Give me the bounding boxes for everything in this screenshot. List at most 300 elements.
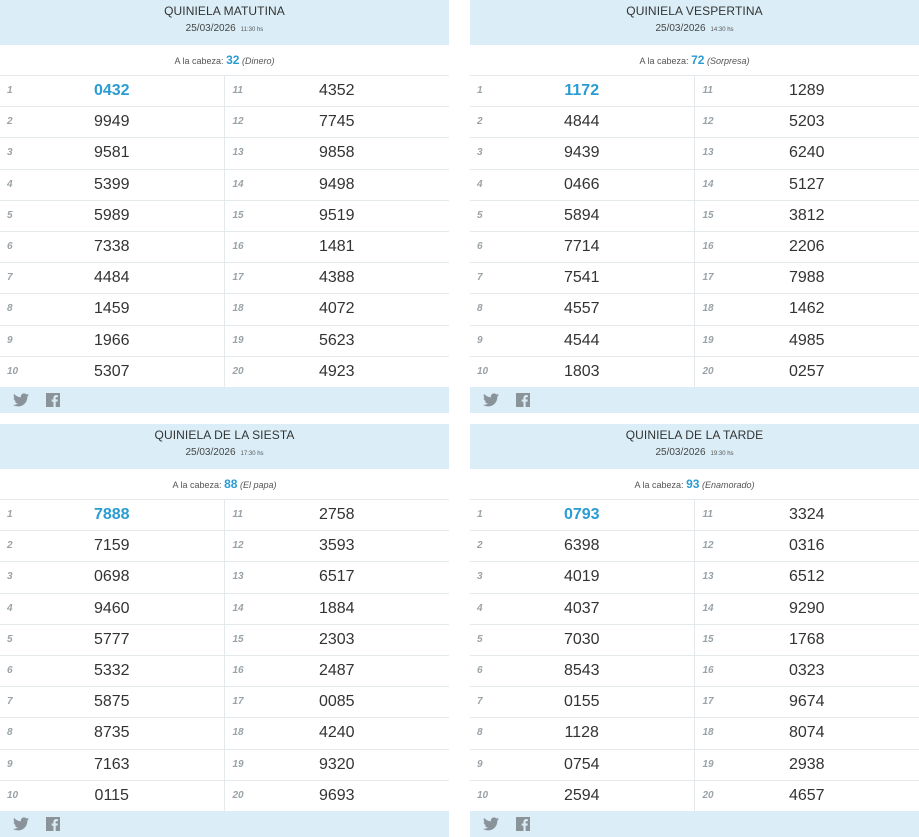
drawn-number: 9460 xyxy=(0,600,224,618)
drawn-number: 8735 xyxy=(0,724,224,742)
result-cell xyxy=(225,625,450,655)
result-cell xyxy=(225,687,450,717)
drawn-number: 0323 xyxy=(695,662,919,680)
result-row xyxy=(0,357,449,387)
result-cell xyxy=(695,781,919,811)
result-row xyxy=(470,531,919,562)
drawn-number: 6398 xyxy=(470,537,694,555)
result-cell xyxy=(0,656,225,686)
result-cell xyxy=(0,294,225,324)
position-number: 8 xyxy=(477,727,483,738)
drawn-number: 0698 xyxy=(0,568,224,586)
result-row xyxy=(0,531,449,562)
drawn-number: 5894 xyxy=(470,207,694,225)
drawn-number: 1462 xyxy=(695,300,919,318)
position-number: 6 xyxy=(7,665,13,676)
result-cell xyxy=(225,170,450,200)
position-number: 2 xyxy=(477,540,483,551)
draw-date xyxy=(470,446,919,461)
position-number: 2 xyxy=(7,540,13,551)
position-number: 18 xyxy=(233,303,244,314)
result-row xyxy=(470,500,919,531)
position-number: 9 xyxy=(7,335,13,346)
position-number: 18 xyxy=(703,303,714,314)
cabeza-number: 93 xyxy=(686,477,699,491)
drawn-number: 9498 xyxy=(225,176,450,194)
drawn-number: 4544 xyxy=(470,332,694,350)
date-text: 25/03/2026 xyxy=(185,447,235,458)
a-la-cabeza-line xyxy=(0,45,449,76)
result-cell xyxy=(225,357,450,387)
head-number: 0793 xyxy=(470,506,694,524)
result-row xyxy=(470,718,919,749)
result-cell xyxy=(225,750,450,780)
position-number: 5 xyxy=(477,634,483,645)
position-number: 3 xyxy=(477,147,483,158)
drawn-number: 9693 xyxy=(225,787,450,805)
result-row xyxy=(470,781,919,811)
draw-date xyxy=(0,22,449,37)
date-text: 25/03/2026 xyxy=(186,23,236,34)
drawn-number: 5989 xyxy=(0,207,224,225)
drawn-number: 4844 xyxy=(470,113,694,131)
position-number: 20 xyxy=(233,790,244,801)
result-cell xyxy=(0,687,225,717)
result-cell xyxy=(470,687,695,717)
result-cell xyxy=(225,500,450,530)
result-row xyxy=(470,107,919,138)
position-number: 15 xyxy=(703,634,714,645)
head-number: 0432 xyxy=(0,82,224,100)
drawn-number: 4484 xyxy=(0,269,224,287)
result-cell xyxy=(695,201,919,231)
quiniela-panel xyxy=(470,0,919,413)
drawn-number: 5332 xyxy=(0,662,224,680)
quiniela-panel xyxy=(470,424,919,837)
position-number: 1 xyxy=(7,509,13,520)
result-cell xyxy=(0,562,225,592)
result-cell xyxy=(695,656,919,686)
cabeza-meaning: (El papa) xyxy=(240,480,277,490)
result-row xyxy=(470,625,919,656)
drawn-number: 4557 xyxy=(470,300,694,318)
result-cell xyxy=(695,500,919,530)
drawn-number: 9290 xyxy=(695,600,919,618)
results-grid xyxy=(0,76,449,387)
position-number: 4 xyxy=(7,179,13,190)
drawn-number: 6512 xyxy=(695,568,919,586)
result-cell xyxy=(225,232,450,262)
position-number: 14 xyxy=(233,603,244,614)
cabeza-label: A la cabeza: xyxy=(635,480,684,490)
result-row xyxy=(0,107,449,138)
drawn-number: 9320 xyxy=(225,756,450,774)
position-number: 16 xyxy=(233,665,244,676)
position-number: 11 xyxy=(703,85,713,96)
a-la-cabeza-line xyxy=(0,469,449,500)
result-cell xyxy=(225,656,450,686)
drawn-number: 6240 xyxy=(695,144,919,162)
drawn-number: 9439 xyxy=(470,144,694,162)
position-number: 16 xyxy=(703,665,714,676)
position-number: 5 xyxy=(7,634,13,645)
result-cell xyxy=(695,531,919,561)
position-number: 11 xyxy=(233,85,243,96)
result-cell xyxy=(470,138,695,168)
cabeza-number: 72 xyxy=(691,53,704,67)
results-grid xyxy=(470,500,919,811)
position-number: 9 xyxy=(7,759,13,770)
cabeza-meaning: (Sorpresa) xyxy=(707,56,750,66)
result-cell xyxy=(470,562,695,592)
result-cell xyxy=(0,500,225,530)
drawn-number: 2758 xyxy=(225,506,450,524)
draw-date xyxy=(0,446,449,461)
result-row xyxy=(0,138,449,169)
result-row xyxy=(0,294,449,325)
panel-header xyxy=(470,424,919,469)
drawn-number: 5203 xyxy=(695,113,919,131)
position-number: 17 xyxy=(703,272,714,283)
result-row xyxy=(0,76,449,107)
position-number: 8 xyxy=(7,303,13,314)
drawn-number: 6517 xyxy=(225,568,450,586)
result-row xyxy=(470,138,919,169)
position-number: 13 xyxy=(233,147,244,158)
position-number: 9 xyxy=(477,335,483,346)
draw-time: 11:30 hs xyxy=(241,27,264,33)
result-row xyxy=(0,170,449,201)
position-number: 18 xyxy=(703,727,714,738)
result-cell xyxy=(0,357,225,387)
drawn-number: 4037 xyxy=(470,600,694,618)
drawn-number: 4352 xyxy=(225,82,450,100)
drawn-number: 2938 xyxy=(695,756,919,774)
position-number: 8 xyxy=(7,727,13,738)
result-row xyxy=(470,294,919,325)
drawn-number: 1128 xyxy=(470,724,694,742)
result-cell xyxy=(695,170,919,200)
result-cell xyxy=(470,718,695,748)
position-number: 1 xyxy=(477,85,483,96)
position-number: 4 xyxy=(477,179,483,190)
result-row xyxy=(470,326,919,357)
panel-title: QUINIELA MATUTINA xyxy=(0,0,449,18)
result-cell xyxy=(0,594,225,624)
twitter-icon[interactable] xyxy=(13,817,29,831)
twitter-icon[interactable] xyxy=(13,393,29,407)
result-cell xyxy=(695,326,919,356)
result-cell xyxy=(695,687,919,717)
result-cell xyxy=(695,294,919,324)
result-cell xyxy=(0,201,225,231)
position-number: 20 xyxy=(233,366,244,377)
drawn-number: 7714 xyxy=(470,238,694,256)
result-row xyxy=(0,687,449,718)
position-number: 10 xyxy=(7,366,18,377)
drawn-number: 5127 xyxy=(695,176,919,194)
position-number: 14 xyxy=(703,179,714,190)
result-cell xyxy=(225,107,450,137)
position-number: 2 xyxy=(7,116,13,127)
drawn-number: 7541 xyxy=(470,269,694,287)
result-cell xyxy=(225,594,450,624)
result-cell xyxy=(225,138,450,168)
result-cell xyxy=(695,718,919,748)
position-number: 19 xyxy=(233,759,244,770)
result-row xyxy=(470,76,919,107)
position-number: 6 xyxy=(7,241,13,252)
position-number: 6 xyxy=(477,665,483,676)
result-cell xyxy=(0,750,225,780)
result-cell xyxy=(0,138,225,168)
result-cell xyxy=(225,263,450,293)
result-row xyxy=(0,625,449,656)
panel-title: QUINIELA DE LA SIESTA xyxy=(0,424,449,442)
cabeza-label: A la cabeza: xyxy=(640,56,689,66)
drawn-number: 8543 xyxy=(470,662,694,680)
position-number: 14 xyxy=(703,603,714,614)
drawn-number: 1459 xyxy=(0,300,224,318)
position-number: 3 xyxy=(477,571,483,582)
result-cell xyxy=(470,656,695,686)
position-number: 17 xyxy=(233,272,244,283)
drawn-number: 7338 xyxy=(0,238,224,256)
result-row xyxy=(0,718,449,749)
facebook-icon[interactable] xyxy=(45,817,61,831)
drawn-number: 0257 xyxy=(695,363,919,381)
drawn-number: 0155 xyxy=(470,693,694,711)
position-number: 11 xyxy=(703,509,713,520)
result-cell xyxy=(695,750,919,780)
result-cell xyxy=(470,594,695,624)
result-cell xyxy=(225,531,450,561)
drawn-number: 9674 xyxy=(695,693,919,711)
position-number: 17 xyxy=(233,696,244,707)
result-cell xyxy=(695,107,919,137)
result-cell xyxy=(0,718,225,748)
drawn-number: 9949 xyxy=(0,113,224,131)
result-cell xyxy=(225,781,450,811)
result-cell xyxy=(0,76,225,106)
drawn-number: 4985 xyxy=(695,332,919,350)
position-number: 16 xyxy=(233,241,244,252)
position-number: 18 xyxy=(233,727,244,738)
result-row xyxy=(470,232,919,263)
drawn-number: 9858 xyxy=(225,144,450,162)
position-number: 10 xyxy=(477,790,488,801)
position-number: 4 xyxy=(7,603,13,614)
a-la-cabeza-line xyxy=(470,45,919,76)
date-text: 25/03/2026 xyxy=(655,447,705,458)
result-cell xyxy=(225,562,450,592)
drawn-number: 7988 xyxy=(695,269,919,287)
drawn-number: 1289 xyxy=(695,82,919,100)
drawn-number: 2206 xyxy=(695,238,919,256)
drawn-number: 1803 xyxy=(470,363,694,381)
result-cell xyxy=(225,326,450,356)
result-cell xyxy=(470,781,695,811)
head-number: 1172 xyxy=(470,82,694,100)
result-cell xyxy=(695,357,919,387)
drawn-number: 1966 xyxy=(0,332,224,350)
result-cell xyxy=(470,263,695,293)
cabeza-number: 88 xyxy=(224,477,237,491)
position-number: 12 xyxy=(233,540,244,551)
result-cell xyxy=(470,294,695,324)
draw-time: 17:30 hs xyxy=(241,451,264,457)
result-row xyxy=(470,201,919,232)
result-cell xyxy=(470,170,695,200)
drawn-number: 0115 xyxy=(0,787,224,805)
result-row xyxy=(470,687,919,718)
result-cell xyxy=(695,562,919,592)
position-number: 14 xyxy=(233,179,244,190)
result-row xyxy=(470,750,919,781)
position-number: 12 xyxy=(233,116,244,127)
quiniela-panel xyxy=(0,424,449,837)
position-number: 12 xyxy=(703,116,714,127)
facebook-icon[interactable] xyxy=(515,393,531,407)
position-number: 20 xyxy=(703,790,714,801)
position-number: 16 xyxy=(703,241,714,252)
result-row xyxy=(470,656,919,687)
draw-date xyxy=(470,22,919,37)
position-number: 7 xyxy=(477,696,483,707)
position-number: 11 xyxy=(233,509,243,520)
result-cell xyxy=(470,76,695,106)
position-number: 12 xyxy=(703,540,714,551)
drawn-number: 5307 xyxy=(0,363,224,381)
result-row xyxy=(0,656,449,687)
result-row xyxy=(0,750,449,781)
result-cell xyxy=(0,232,225,262)
drawn-number: 0466 xyxy=(470,176,694,194)
result-cell xyxy=(695,76,919,106)
result-row xyxy=(470,357,919,387)
result-row xyxy=(470,170,919,201)
result-row xyxy=(0,201,449,232)
drawn-number: 8074 xyxy=(695,724,919,742)
position-number: 1 xyxy=(7,85,13,96)
result-row xyxy=(470,263,919,294)
result-cell xyxy=(695,594,919,624)
panel-title: QUINIELA VESPERTINA xyxy=(470,0,919,18)
cabeza-meaning: (Enamorado) xyxy=(702,480,755,490)
result-row xyxy=(0,594,449,625)
drawn-number: 9519 xyxy=(225,207,450,225)
result-cell xyxy=(470,107,695,137)
drawn-number: 1481 xyxy=(225,238,450,256)
position-number: 5 xyxy=(477,210,483,221)
result-cell xyxy=(225,718,450,748)
position-number: 7 xyxy=(477,272,483,283)
position-number: 15 xyxy=(233,210,244,221)
position-number: 8 xyxy=(477,303,483,314)
drawn-number: 5399 xyxy=(0,176,224,194)
panel-header xyxy=(470,0,919,45)
position-number: 19 xyxy=(703,335,714,346)
drawn-number: 3812 xyxy=(695,207,919,225)
drawn-number: 7159 xyxy=(0,537,224,555)
drawn-number: 1768 xyxy=(695,631,919,649)
drawn-number: 7030 xyxy=(470,631,694,649)
result-cell xyxy=(470,232,695,262)
facebook-icon[interactable] xyxy=(45,393,61,407)
results-grid xyxy=(0,500,449,811)
panel-title: QUINIELA DE LA TARDE xyxy=(470,424,919,442)
result-cell xyxy=(695,232,919,262)
date-text: 25/03/2026 xyxy=(655,23,705,34)
panel-header xyxy=(0,424,449,469)
result-cell xyxy=(470,357,695,387)
twitter-icon[interactable] xyxy=(483,817,499,831)
drawn-number: 7163 xyxy=(0,756,224,774)
position-number: 6 xyxy=(477,241,483,252)
position-number: 10 xyxy=(7,790,18,801)
cabeza-meaning: (Dinero) xyxy=(242,56,275,66)
position-number: 7 xyxy=(7,696,13,707)
share-bar xyxy=(470,811,919,837)
position-number: 15 xyxy=(233,634,244,645)
result-cell xyxy=(470,750,695,780)
drawn-number: 5777 xyxy=(0,631,224,649)
result-cell xyxy=(225,294,450,324)
result-cell xyxy=(470,625,695,655)
drawn-number: 2303 xyxy=(225,631,450,649)
result-cell xyxy=(0,107,225,137)
result-cell xyxy=(695,263,919,293)
result-cell xyxy=(0,781,225,811)
head-number: 7888 xyxy=(0,506,224,524)
result-row xyxy=(470,594,919,625)
result-cell xyxy=(470,500,695,530)
drawn-number: 4240 xyxy=(225,724,450,742)
drawn-number: 4388 xyxy=(225,269,450,287)
drawn-number: 2487 xyxy=(225,662,450,680)
drawn-number: 2594 xyxy=(470,787,694,805)
position-number: 13 xyxy=(703,571,714,582)
result-cell xyxy=(225,76,450,106)
cabeza-label: A la cabeza: xyxy=(173,480,222,490)
facebook-icon[interactable] xyxy=(515,817,531,831)
panel-header xyxy=(0,0,449,45)
cabeza-label: A la cabeza: xyxy=(175,56,224,66)
result-cell xyxy=(0,625,225,655)
drawn-number: 5623 xyxy=(225,332,450,350)
position-number: 5 xyxy=(7,210,13,221)
result-row xyxy=(0,562,449,593)
position-number: 13 xyxy=(233,571,244,582)
draw-time: 19:30 hs xyxy=(711,451,734,457)
drawn-number: 4657 xyxy=(695,787,919,805)
result-row xyxy=(0,781,449,811)
drawn-number: 5875 xyxy=(0,693,224,711)
drawn-number: 4923 xyxy=(225,363,450,381)
result-row xyxy=(0,263,449,294)
result-cell xyxy=(0,326,225,356)
cabeza-number: 32 xyxy=(226,53,239,67)
twitter-icon[interactable] xyxy=(483,393,499,407)
position-number: 19 xyxy=(233,335,244,346)
result-cell xyxy=(470,326,695,356)
drawn-number: 0754 xyxy=(470,756,694,774)
drawn-number: 0085 xyxy=(225,693,450,711)
result-row xyxy=(0,232,449,263)
position-number: 3 xyxy=(7,147,13,158)
position-number: 19 xyxy=(703,759,714,770)
drawn-number: 4072 xyxy=(225,300,450,318)
